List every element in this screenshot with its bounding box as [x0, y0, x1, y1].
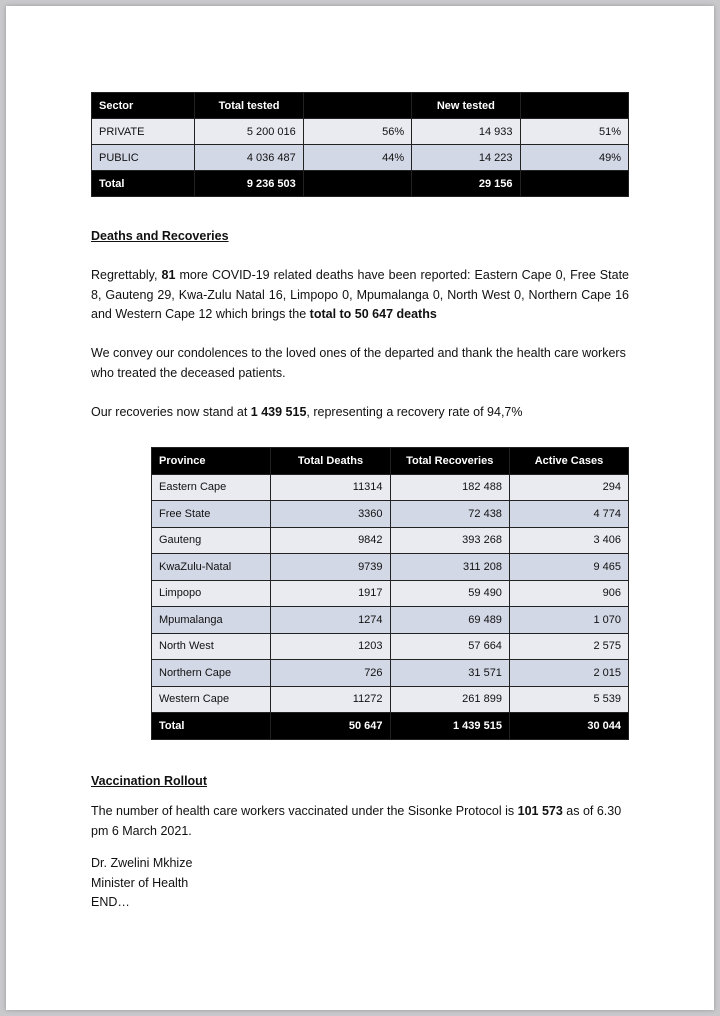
cell-total-recoveries: 31 571 [390, 660, 509, 687]
table-row [152, 660, 629, 687]
cell-active-cases: 2 575 [509, 633, 628, 660]
signature-end: END… [91, 895, 130, 909]
deaths-paragraph [91, 266, 629, 325]
cell-active-cases: 1 070 [509, 607, 628, 634]
table-row [152, 474, 629, 501]
cell-province: Western Cape [152, 686, 271, 713]
cell-total-deaths: 11272 [271, 686, 390, 713]
vaccination-count: 101 573 [517, 804, 563, 818]
signature-name: Dr. Zwelini Mkhize [91, 856, 193, 870]
cell-total-recoveries: 311 208 [390, 554, 509, 581]
cell-total-recoveries: 59 490 [390, 580, 509, 607]
recovery-paragraph [91, 403, 629, 423]
cell-province: Gauteng [152, 527, 271, 554]
document-page [6, 6, 714, 1010]
cell-total-deaths: 1203 [271, 633, 390, 660]
cell-total-label: Total [92, 171, 195, 197]
cell-total-pct [303, 171, 411, 197]
signature-title: Minister of Health [91, 875, 189, 890]
recovery-text-part: , representing a recovery rate of 94,7% [306, 405, 523, 419]
cell-total-tested: 5 200 016 [195, 119, 303, 145]
cell-total-recoveries: 72 438 [390, 501, 509, 528]
cell-province: North West [152, 633, 271, 660]
table-row [152, 527, 629, 554]
header-sector: Sector [92, 93, 195, 119]
cell-total-pct: 56% [303, 119, 411, 145]
cell-total-recoveries: 69 489 [390, 607, 509, 634]
cell-new-tested: 14 223 [412, 145, 520, 171]
vaccination-heading: Vaccination Rollout [91, 774, 207, 788]
cell-total-recoveries: 57 664 [390, 633, 509, 660]
deaths-text-part: Regrettably, [91, 268, 162, 282]
header-new-tested: New tested [412, 93, 520, 119]
recovery-count: 1 439 515 [250, 405, 307, 419]
table-row [92, 145, 629, 171]
header-province: Province [152, 448, 271, 475]
cell-total-deaths: 11314 [271, 474, 390, 501]
cell-active-cases: 2 015 [509, 660, 628, 687]
cell-active-cases: 9 465 [509, 554, 628, 581]
cell-total-tested: 4 036 487 [195, 145, 303, 171]
table-row [152, 686, 629, 713]
cell-active-cases: 294 [509, 474, 628, 501]
recovery-text-part: Our recoveries now stand at [91, 405, 251, 419]
deaths-total: total to 50 647 deaths [309, 307, 437, 321]
cell-total-deaths: 1917 [271, 580, 390, 607]
cell-new-tested: 29 156 [412, 171, 520, 197]
table-header-row [92, 93, 629, 119]
cell-active-cases: 5 539 [509, 686, 628, 713]
deaths-recoveries-heading: Deaths and Recoveries [91, 229, 229, 243]
table-row [152, 501, 629, 528]
cell-province: Northern Cape [152, 660, 271, 687]
cell-new-pct: 49% [520, 145, 628, 171]
table-row [152, 580, 629, 607]
cell-sector: PUBLIC [92, 145, 195, 171]
cell-total-tested: 9 236 503 [195, 171, 303, 197]
cell-province: Limpopo [152, 580, 271, 607]
vaccination-paragraph [91, 802, 629, 841]
header-total-tested: Total tested [195, 93, 303, 119]
cell-province: KwaZulu-Natal [152, 554, 271, 581]
table-total-row [152, 713, 629, 740]
deaths-count: 81 [161, 268, 176, 282]
vaccination-text-part: as of 6.30 pm 6 March 2021. [91, 804, 622, 838]
header-new-pct [520, 93, 628, 119]
sector-testing-table [91, 92, 629, 197]
cell-active-cases: 4 774 [509, 501, 628, 528]
cell-total-label: Total [152, 713, 271, 740]
signature-block [91, 854, 629, 913]
cell-total-deaths: 726 [271, 660, 390, 687]
table-header-row [152, 448, 629, 475]
cell-total-deaths: 50 647 [271, 713, 390, 740]
deaths-text-part: more COVID-19 related deaths have been reported: Eastern Cape 0, Free State 8, Gauteng 29, Kwa-Zulu Natal 16, Limpopo 0, Mpumalanga 0, North West 0, Northern Cape 16 and Western Cape 12 which brings the [91, 268, 629, 321]
table-row [152, 607, 629, 634]
province-table [151, 447, 629, 740]
cell-total-deaths: 3360 [271, 501, 390, 528]
cell-new-pct [520, 171, 628, 197]
table-total-row [92, 171, 629, 197]
cell-total-recoveries: 261 899 [390, 686, 509, 713]
cell-total-deaths: 9739 [271, 554, 390, 581]
cell-total-deaths: 1274 [271, 607, 390, 634]
cell-new-tested: 14 933 [412, 119, 520, 145]
table-row [152, 554, 629, 581]
header-active-cases: Active Cases [509, 448, 628, 475]
cell-province: Mpumalanga [152, 607, 271, 634]
vaccination-text-part: The number of health care workers vaccinated under the Sisonke Protocol is [91, 804, 518, 818]
cell-total-recoveries: 182 488 [390, 474, 509, 501]
header-total-deaths: Total Deaths [271, 448, 390, 475]
cell-total-pct: 44% [303, 145, 411, 171]
cell-total-deaths: 9842 [271, 527, 390, 554]
cell-active-cases: 906 [509, 580, 628, 607]
table-row [92, 119, 629, 145]
cell-new-pct: 51% [520, 119, 628, 145]
cell-active-cases: 3 406 [509, 527, 628, 554]
header-total-pct [303, 93, 411, 119]
table-row [152, 633, 629, 660]
cell-sector: PRIVATE [92, 119, 195, 145]
header-total-recoveries: Total Recoveries [390, 448, 509, 475]
cell-total-recoveries: 1 439 515 [390, 713, 509, 740]
cell-province: Free State [152, 501, 271, 528]
cell-active-cases: 30 044 [509, 713, 628, 740]
cell-total-recoveries: 393 268 [390, 527, 509, 554]
cell-province: Eastern Cape [152, 474, 271, 501]
condolence-paragraph: We convey our condolences to the loved ones of the departed and thank the health care workers who treated the deceased patients. [91, 346, 626, 380]
